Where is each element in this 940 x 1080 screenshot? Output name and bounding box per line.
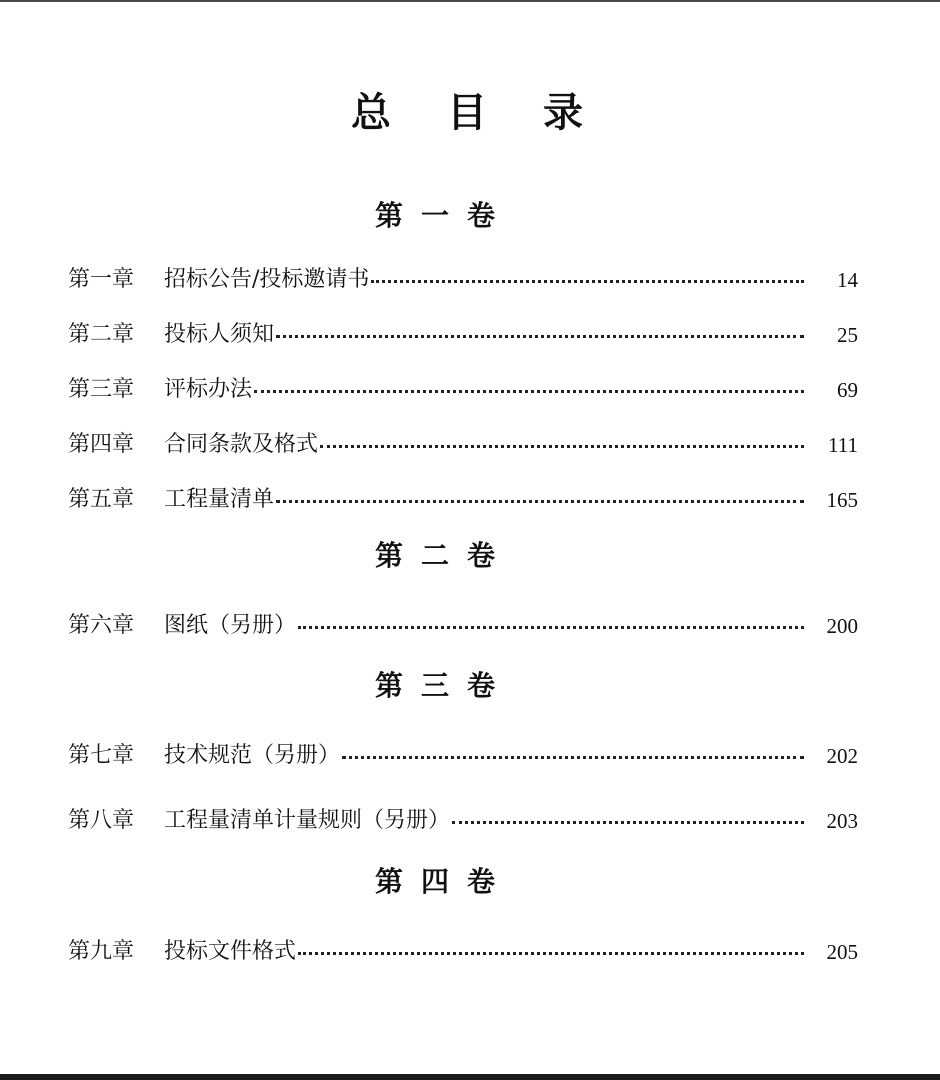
volume-1-heading: 第一卷 [374, 199, 513, 232]
chapter-title: 投标人须知 [164, 322, 275, 347]
chapter-number: 第八章 [68, 808, 135, 833]
toc-entry-chapter-6[interactable] [68, 611, 858, 641]
chapter-title: 工程量清单 [164, 487, 275, 512]
dot-leader [298, 626, 804, 629]
page-number: 25 [837, 323, 858, 347]
volume-3-heading: 第三卷 [374, 669, 513, 702]
dot-leader [320, 445, 804, 448]
volume-2-heading: 第二卷 [374, 539, 513, 572]
dot-leader [276, 335, 804, 338]
chapter-title: 招标公告/投标邀请书 [164, 267, 370, 292]
toc-entry-chapter-5[interactable] [68, 485, 858, 515]
page-number: 69 [837, 378, 858, 402]
chapter-number: 第七章 [68, 743, 135, 768]
chapter-title: 合同条款及格式 [164, 432, 319, 457]
dot-leader [254, 390, 804, 393]
page-title: 总目录 [351, 90, 639, 136]
dot-leader [276, 500, 804, 503]
page-number: 14 [837, 268, 858, 292]
chapter-title: 图纸（另册） [164, 613, 297, 638]
dot-leader [342, 756, 804, 759]
chapter-number: 第四章 [68, 432, 135, 457]
chapter-title: 工程量清单计量规则（另册） [164, 808, 451, 833]
dot-leader [452, 821, 804, 824]
toc-entry-chapter-1[interactable] [68, 265, 858, 295]
toc-entry-chapter-2[interactable] [68, 320, 858, 350]
page-number: 203 [826, 809, 858, 833]
page-top-border [0, 0, 940, 2]
page-number: 202 [826, 744, 858, 768]
page-number: 200 [826, 614, 858, 638]
dot-leader [298, 952, 804, 955]
chapter-number: 第二章 [68, 322, 135, 347]
chapter-number: 第三章 [68, 377, 135, 402]
page-number: 111 [828, 433, 858, 457]
page-number: 165 [826, 488, 858, 512]
chapter-number: 第五章 [68, 487, 135, 512]
toc-entry-chapter-4[interactable] [68, 430, 858, 460]
chapter-title: 投标文件格式 [164, 939, 297, 964]
chapter-number: 第九章 [68, 939, 135, 964]
toc-entry-chapter-8[interactable] [68, 806, 858, 836]
toc-entry-chapter-7[interactable] [68, 741, 858, 771]
chapter-title: 技术规范（另册） [164, 743, 341, 768]
chapter-title: 评标办法 [164, 377, 253, 402]
dot-leader [371, 280, 804, 283]
page-bottom-border [0, 1074, 940, 1080]
page-number: 205 [826, 940, 858, 964]
toc-entry-chapter-9[interactable] [68, 937, 858, 967]
chapter-number: 第一章 [68, 267, 135, 292]
volume-4-heading: 第四卷 [374, 865, 513, 898]
toc-entry-chapter-3[interactable] [68, 375, 858, 405]
chapter-number: 第六章 [68, 613, 135, 638]
